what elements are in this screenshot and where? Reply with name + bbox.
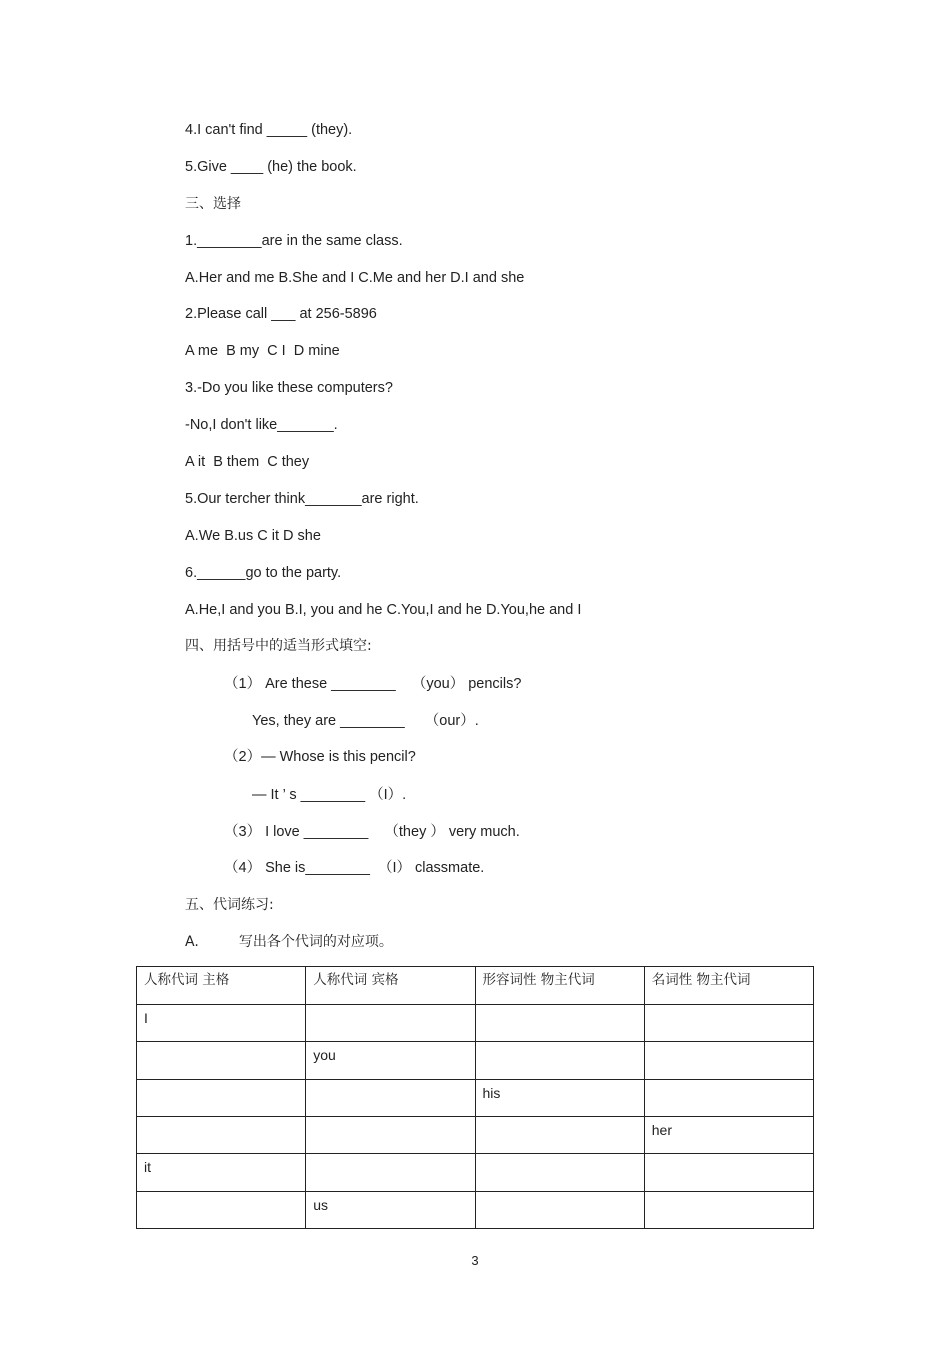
table-cell: [644, 1191, 813, 1228]
table-cell: [475, 1191, 644, 1228]
table-row: [137, 1079, 814, 1116]
table-cell: his: [475, 1079, 644, 1116]
table-cell: [306, 1079, 475, 1116]
line-23: A. 写出各个代词的对应项。: [185, 934, 393, 950]
table-cell: [137, 1079, 306, 1116]
line-9: -No,I don't like_______.: [185, 417, 338, 433]
table-row: [137, 1042, 814, 1079]
table-row: [137, 1116, 814, 1153]
table-cell: [475, 1005, 644, 1042]
line-21: （4） She is________ （I） classmate.: [224, 860, 485, 876]
line-13: 6.______go to the party.: [185, 565, 342, 581]
section-heading-5: 五、代词练习:: [185, 897, 274, 913]
table-cell: [644, 1154, 813, 1191]
line-12: A.We B.us C it D she: [185, 528, 321, 544]
table-cell: [306, 1154, 475, 1191]
pronoun-table: [136, 966, 814, 1229]
line-2: 5.Give ____ (he) the book.: [185, 159, 357, 175]
table-cell: her: [644, 1116, 813, 1153]
table-cell: [644, 1079, 813, 1116]
header-cell: 人称代词 主格: [137, 967, 306, 1005]
table-cell: [475, 1116, 644, 1153]
line-20: （3） I love ________ （they ） very much.: [224, 824, 520, 840]
table-cell: you: [306, 1042, 475, 1079]
line-1: 4.I can't find _____ (they).: [185, 122, 353, 138]
line-5: A.Her and me B.She and I C.Me and her D.I and she: [185, 270, 525, 286]
line-17: Yes, they are ________ （our）.: [252, 713, 479, 729]
table-cell: [137, 1191, 306, 1228]
table-cell: it: [137, 1154, 306, 1191]
table-cell: [475, 1042, 644, 1079]
table-cell: [306, 1116, 475, 1153]
table-cell: [644, 1042, 813, 1079]
table-cell: I: [137, 1005, 306, 1042]
line-14: A.He,I and you B.I, you and he C.You,I and he D.You,he and I: [185, 602, 582, 618]
table-cell: [475, 1154, 644, 1191]
table-row: [137, 1154, 814, 1191]
line-4: 1.________are in the same class.: [185, 233, 403, 249]
line-6: 2.Please call ___ at 256-5896: [185, 306, 377, 322]
table-row: [137, 1191, 814, 1228]
line-18: （2）— Whose is this pencil?: [224, 749, 416, 765]
header-cell: 名词性 物主代词: [644, 967, 813, 1005]
table-row: [137, 1005, 814, 1042]
table-cell: [306, 1005, 475, 1042]
table-cell: us: [306, 1191, 475, 1228]
header-cell: 形容词性 物主代词: [475, 967, 644, 1005]
table-cell: [137, 1116, 306, 1153]
table-header-row: [137, 967, 814, 1005]
section-heading-3: 三、选择: [185, 196, 241, 212]
line-19: — It ’ s ________ （I）.: [252, 787, 407, 803]
section-heading-4: 四、用括号中的适当形式填空:: [185, 638, 372, 654]
line-7: A me B my C I D mine: [185, 343, 340, 359]
table-cell: [137, 1042, 306, 1079]
line-8: 3.-Do you like these computers?: [185, 380, 393, 396]
line-16: （1） Are these ________ （you） pencils?: [224, 676, 522, 692]
line-10: A it B them C they: [185, 454, 310, 470]
table-cell: [644, 1005, 813, 1042]
header-cell: 人称代词 宾格: [306, 967, 475, 1005]
page-number: 3: [471, 1253, 479, 1268]
line-11: 5.Our tercher think_______are right.: [185, 491, 419, 507]
